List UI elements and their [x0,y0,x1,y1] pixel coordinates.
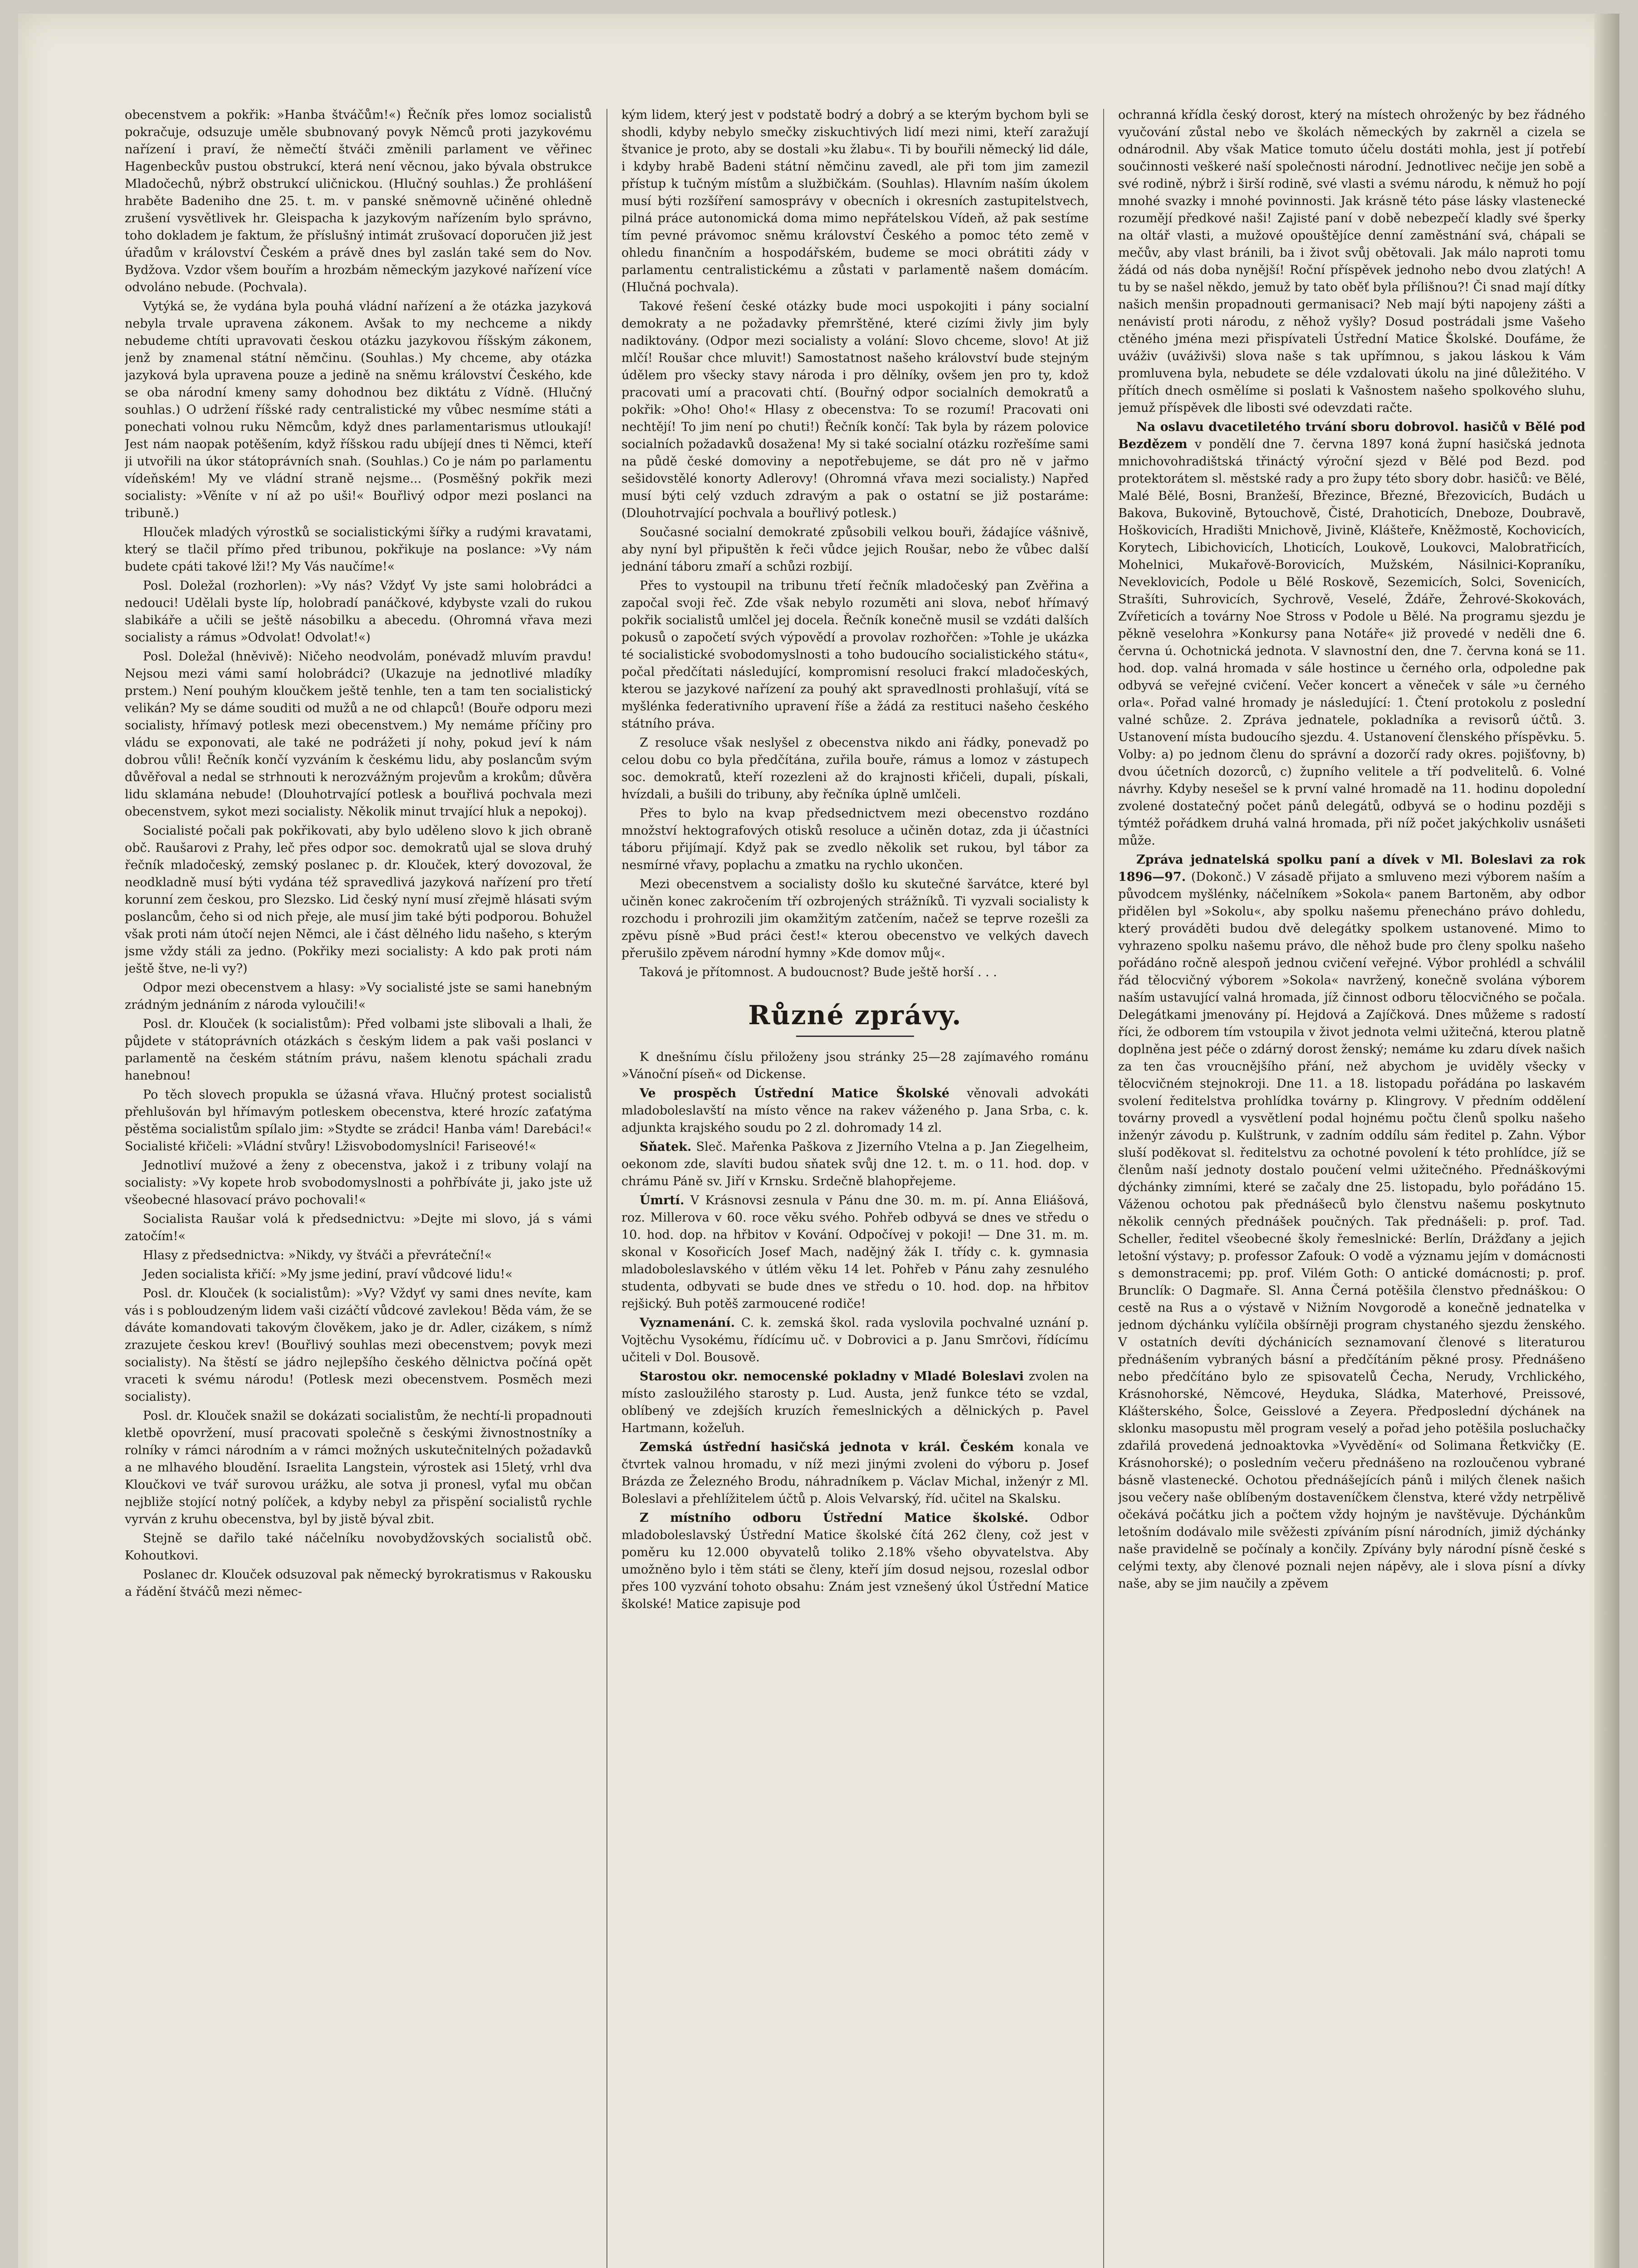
paragraph: Mezi obecenstvem a socialisty došlo ku skutečné šarvátce, které byl učiněn konec zakročením tří ozbrojených strážníků. Ti vyzvali socialisty k rozchodu i prohrozili jim okamžitým zatčením, načež se teprve rozešli za zpěvu písně »Bud práci čest!« kterou obecenstvo ve velkých davech přerušilo zpěvem národní hymny »Kde domov můj«. [621,877,1089,960]
section-heading: Různé zprávy. [748,1000,962,1031]
paragraph: Posl. Doležal (rozhorlen): »Vy nás? Vždyť Vy jste sami holobrádci a nedouci! Udělali byste líp, holobradí panáčkové, kdybyste vzali do rukou slabikáře a učili se ještě násobilku a abecedu. (Ohromná vřava mezi socialisty a rámus »Odvolat! Odvolat!«) [125,579,592,645]
news-lead: Zpráva jednatelská spolku paní a dívek v Ml. Boleslavi za rok 1896—97. [1118,853,1585,884]
column-left [125,107,592,2268]
paragraph: Současné socialní demokraté způsobili velkou bouři, žádajíce vášnivě, aby nyní byl připuštěn k řeči vůdce jejich Roušar, nebo že vůbec další jednání táboru zmaří a schůzi rozbijí. [621,525,1089,574]
paragraph: Z resoluce však neslyšel z obecenstva nikdo ani řádky, ponevadž po celou dobu co byla předčítána, zuřila bouře, rámus a lomoz v zástupech soc. demokratů, kteří rozezleni až do krajnosti křičeli, dupali, pískali, hvízdali, a bušili do tribuny, aby řečníka úplně umlčeli. [621,736,1089,802]
news-body: Sleč. Mařenka Paškova z Jizerního Vtelna a p. Jan Ziegelheim, oekonom zde, slavíti budou sňatek svůj dne 12. t. m. o 11. hod. dop. v chrámu Páně sv. Jiří v Krnsku. Srdečně blahopřejeme. [621,1140,1089,1188]
news-item [621,1192,1089,1313]
paragraph: Stejně se dařilo také náčelníku novobydžovských socialistů obč. Kohoutkovi. [125,1531,592,1563]
news-lead: Úmrtí. [640,1193,685,1207]
paragraph: Posl. dr. Klouček snažil se dokázati socialistům, že nechtí-li propadnouti kletbě opovržení, musí pracovati společně s českými živnostnostníky a rolníky v rámci národním a v rámci možných uskutečnitelných požadavků a ne mlhavého bloudění. Israelita Langstein, výrostek asi 15letý, vrhl dva Kloučkovi ve tvář surovou urážku, ale sotva ji pronesl, vyťal mu občan nejbliže stojící notný políček, a kdyby nebyl za přispění socialistů rychle vyrván z kruhu obecenstva, byl by jistě býval zbit. [125,1409,592,1526]
news-body: Odbor mladoboleslavský Ústřední Matice školské čítá 262 členy, což jest v poměru ku 12.000 obyvatelů toliko 2.18% všeho obyvatelstva. Aby umožněno bylo i těm státi se členy, kteří jím dosud nejsou, rozeslal odbor přes 100 vyzvání tohoto obsahu: Znám jest vznešený úkol Ústřední Matice školské! Matice zapisuje pod [621,1511,1089,1611]
news-item [1118,419,1585,850]
news-item [621,1315,1089,1366]
news-lead: Starostou okr. nemocenské pokladny v Mladé Boleslavi [640,1369,1024,1383]
news-lead: Zemská ústřední hasičská jednota v král. Českém [640,1440,1014,1454]
paragraph: Poslanec dr. Klouček odsuzoval pak německý byrokratismus v Rakousku a řádění štváčů mezi němec- [125,1568,592,1599]
news-item [621,1510,1089,1613]
column-divider [606,109,607,2268]
news-lead: Ve prospěch Ústřední Matice Školské [640,1086,950,1100]
news-body: věnovali advokáti mladoboleslavští na místo věnce na rakev váženého p. Jana Srba, c. k. adjunkta krajského soudu po 2 zl. dohromady 14 zl. [621,1086,1089,1135]
paragraph: Jeden socialista křičí: »My jsme jediní, praví vůdcové lidu!« [143,1267,513,1281]
news-lead: Na oslavu dvacetiletého trvání sboru dobrovol. hasičů v Bělé pod Bezdězem [1118,420,1585,451]
paragraph: Hlouček mladých výrostků se socialistickými šířky a rudými kravatami, který se tlačil přímo před tribunou, pokřikuje na poslance: »Vy nám budete cpáti takové lži!? My Vás naučíme!« [125,525,592,574]
paragraph: Vytýká se, že vydána byla pouhá vládní nařízení a že otázka jazyková nebyla trvale upravena zákonem. Avšak to my nechceme a nikdy nebudeme chtíti upravovati českou otázku jazykovou říšským zákonem, jenž by znamenal státní němčinu. (Souhlas.) My chceme, aby otázka jazyková byla upravena pouze a jedině na sněmu království Českého, kde se oba národní kmeny samy dohodnou bez diktátu z Vídně. (Hlučný souhlas.) O udržení říšské rady centralistické my vůbec nesmíme státi a ponechati volnou ruku Němcům, když dnes parlamentarismus utloukají! Jest nám naopak potěšením, když říšskou radu ubíjejí dnes ti Němci, kteří ji utvořili na úkor státoprávních snah. (Souhlas.) Co je nám po parlamentu vídeňském! My ve vládní straně nejsme... (Posměšný pokřik mezi socialisty: »Věníte v ní až po uši!« Bouřlivý odpor mezi poslanci na tribuně.) [125,299,592,520]
news-body: v pondělí dne 7. června 1897 koná župní hasičská jednota mnichovohradištská třináctý výroční sjezd v Bělé pod Bezd. pod protektorátem sl. městské rady a pro župy této sbory dobr. hasičů: ve Bělé, Malé Bělé, Bosni, Branžeší, Březince, Březné, Březovicích, Budách u Bakova, Bukovině, Bytouchově, Čisté, Drahoticích, Dneboze, Doubravě, Hoškovicích, Hradišti Mnichově, Jivině, Klášteře, Kněžmostě, Kochovicích, Korytech, Libichovicích, Lhoticích, Loukově, Loukovci, Malobratřicích, Mohelnici, Mukařově-Borovicích, Mužském, Násilnici-Kopraníku, Neveklovicích, Podole u Bělé Roskově, Sezemicích, Solci, Sovenicích, Strašíti, Suhrovicích, Sychrově, Veselé, Ždáře, Žehrové-Skokovách, Zvířeticích a továrny Noe Stross v Podole u Bělé. Na programu sjezdu je pěkně veselohra »Konkursy pana Notáře« již provedé v neděli dne 6. června ú. Ochotnická jednota. V slavnostní den, dne 7. června koná se 11. hod. dop. valná hromada v sále hostince u černého orla, odpoledne pak odbyvá se veřejné cvičení. Večer koncert a věneček v sále »u černého orla«. Pořad valné hromady je následující: 1. Čtení protokolu z poslední valné schůze. 2. Zpráva jednatele, pokladníka a revisorů účtů. 3. Ustanovení místa budoucího sjezdu. 4. Ustanovení členského příspěvku. 5. Volby: a) po jednom členu do správní a dozorčí rady okres. pojišťovny, b) dvou účetních dozorců, c) župního velitele a tří podvelitelů. 6. Volné návrhy. Kdyby nesešel se k první valné hromadě na 11. hodinu dopolední zvolené dostatečný počet pánů delegátů, odbyvá se o hodinu později s týmtéž pořádkem druhá valná hromada, při níž počet jakýchkoliv usnášeti může. [1118,437,1585,848]
news-item: K dnešnímu číslu přiloženy jsou stránky 25—28 zajímavého románu »Vánoční píseň« od Dickense. [621,1050,1089,1081]
heading-rule [796,1036,914,1037]
news-lead: Sňatek. [640,1140,692,1154]
news-lead: Vyznamenání. [640,1316,735,1330]
news-body: zvolen na místo zasloužilého starosty p. Lud. Austa, jenž funkce této se vzdal, oblíbený ve zdejších kruzích řemeslnických a dělnických p. Pavel Hartmann, kožeľuh. [621,1369,1089,1435]
paragraph: Posl. Doležal (hněvivě): Ničeho neodvolám, ponévadž mluvím pravdu! Nejsou mezi vámi samí holobrádci? (Ukazuje na jednotlivé mladíky prstem.) Není pouhým kloučkem ještě tenhle, ten a tam ten socialistický velikán? My se dáme souditi od mužů a ne od chlapců! (Bouře odporu mezi socialisty, hřímavý potlesk mezi obecenstvem.) My nemáme příčiny pro vládu se exponovati, ale také ne podrážeti jí nohy, pokud jeví k nám dobrou vůli! Řečník končí vyzváním k českému lidu, aby poslancům svým důvěřoval a nedal se strhnouti k nerozvážným projevům a krokům; důvěra lidu sklamána nebude! (Dlouhotrvající potlesk a bouřlivá pochvala mezi obecenstvem, sykot mezi socialisty. Několik minut trvající hluk a nepokoj). [125,650,592,819]
column-divider [1103,109,1104,2268]
news-lead: Z místního odboru Ústřední Matice školské. [640,1511,1029,1525]
paragraph: Socialisté počali pak pokřikovati, aby bylo uděleno slovo k jich obraně obč. Raušarovi z Prahy, leč přes odpor soc. demokratů ujal se slova druhý řečník mladočeský, zemský poslanec p. dr. Klouček, který dovozoval, že neodkladně musí býti vydána též spravedlivá jazyková nařízení pro třetí korunní zem českou, pro Slezsko. Lid český nyní musí zřejmě hlásati svým poslancům, čeho si od nich přeje, ale musí jim také býti podporou. Bohužel však proti nám útočí nejen Němci, ale i část dělného lidu našeho, s kterým jsme vždy stáli za jedno. (Pokřiky mezi socialisty: A kdo pak proti nám ještě štve, ne-li vy?) [125,824,592,976]
paragraph: obecenstvem a pokřik: »Hanba štváčům!«) Řečník přes lomoz socialistů pokračuje, odsuzuje uměle sbubnovaný povyk Němců proti jazykovému nařízení i praví, že němečtí štváči změnili parlament ve věřinec Hagenbeckův pustou obstrukcí, která není věcnou, jako bývala obstrukce Mladočechů, nýbrž obstrukcí uličnickou. (Hlučný souhlas.) Že prohlášení hraběte Badeniho dne 25. t. m. v panské sněmovně učiněné ohledně zrušení vysvětlivek hr. Gleispacha k jazykovým nařízením bylo správno, toho dokladem je faktum, že příslušný intimát zrušovací doporučen již jest úřadům v království Českém a právě dnes byl zaslán také sem do Nov. Bydžova. Vzdor všem bouřím a hrozbám německým jazykové nařízení více odvoláno nebude. (Pochvala). [125,108,592,294]
news-item [621,1439,1089,1508]
page-edge [1594,14,1619,2268]
paragraph: Taková je přítomnost. A budoucnost? Bude ještě horší . . . [640,965,997,979]
column-right [1118,107,1585,2268]
news-item [621,1085,1089,1137]
paragraph: Socialista Raušar volá k předsednictvu: »Dejte mi slovo, já s vámi zatočím!« [125,1212,592,1243]
paragraph: Hlasy z předsednictva: »Nikdy, vy štváči a převráteční!« [143,1248,492,1262]
column-middle [621,107,1089,2268]
newspaper-page [18,14,1619,2268]
paragraph: ochranná křídla český dorost, který na místech ohroženýc by bez řádného vyučování zůstal nebo ve školách německých by zakrněl a cizela se odnárodnil. Aby však Matice tomuto účelu dostáti mohla, jest jí potřebí součinnosti veškeré naší společnosti národní. Jednotlivec nečije jen sobě a své rodině, nýbrž i širší rodině, své vlasti a svému národu, k němuž ho pojí mnohé svazky i mnohé povinnosti. Jak krásně této páse lásky vlastenecké rozumějí předkové naši! Zajisté paní v době nebezpečí kladly své šperky na oltář vlasti, a mužové opouštějíce denní zaměstnání svá, chápali se mečův, aby vlast bránili, ba i život svůj obětovali. Jak málo naproti tomu žádá od nás doba nynější! Roční příspěvek jednoho nebo dvou zlatých! A tu by se našel někdo, jemuž by tato oběť byla přílišnou?! Či snad mají dítky našich menšin propadnouti germanisaci? Neb mají býti napojeny zášti a nenávistí proti národu, z něhož vyšly? Dosud postrádali jsme Vašeho ctěného jména mezi přispívateli Ústřední Matice Školské. Doufáme, že uváživ (uváživši) slova naše s tak upřímnou, s jakou láskou k Vám promluvena byla, nebudete se déle vzdalovati úkolu na jiné důležitého. V přítích dnech osmělíme si poslati k Vašnostem našeho spolkového sluhu, jemuž příspěvek dle libosti své odevzdati račte. [1118,108,1585,415]
paragraph: Takové řešení české otázky bude moci uspokojiti i pány socialní demokraty a ne požadavky přemrštěné, které cizími živly jim byly nadiktovány. (Odpor mezi socialisty a volání: Slovo chceme, slovo! At již mlčí! Roušar chce mluvit!) Samostatnost našeho království bude stejným údělem pro všecky stavy národa i pro dělníky, ovšem jen pro ty, kdož pracovati umí a pracovati chtí. (Bouřný odpor socialních demokratů a pokřik: »Oho! Oho!« Hlasy z obecenstva: To se rozumí! Pracovati oni nechtějí! To jim není po chuti!) Řečník končí: Tak byla by rázem polovice socialních požadavků dosažena! My si také socialní otázku rozřešíme sami na půdě české domoviny a nepotřebujeme, se dát pro ně v jařmo sešidovstělé konorty Adlerovy! (Ohromná vřava mezi socialisty.) Napřed musí býti celý vzduch zdravým a pak o ostatní se již postaráme: (Dlouhotrvající pochvala a bouřlivý potlesk.) [621,299,1089,520]
paragraph: Odpor mezi obecenstvem a hlasy: »Vy socialisté jste se sami hanebným zrádným jednáním z národa vyloučili!« [125,981,592,1012]
news-item [1118,851,1585,1593]
news-body: C. k. zemská škol. rada vyslovila pochvalné uznání p. Vojtěchu Vysokému, řídícímu uč. v Dobrovici a p. Janu Smrčovi, řídícímu učiteli v Dol. Bousově. [621,1316,1089,1364]
paragraph: Jednotliví mužové a ženy z obecenstva, jakož i z tribuny volají na socialisty: »Vy kopete hrob svobodomyslnosti a pohřbíváte ji, jako jste už všeobecné hlasovací právo pochovali!« [125,1158,592,1207]
paragraph: Posl. dr. Klouček (k socialistům): Před volbami jste slibovali a lhali, že půjdete v státoprávních otázkách s českým lidem a pak vaši poslanci v parlamentě na českém státním právu, našem klenotu spáchali zradu hanebnou! [125,1017,592,1083]
news-body: konala ve čtvrtek valnou hromadu, v níž mezi jinými zvoleni do výboru p. Josef Brázda ze Železného Brodu, náhradníkem p. Václav Michal, inženýr z Ml. Boleslavi a přehlížitelem účtů p. Alois Velvarský, říd. učitel na Skalsku. [621,1440,1089,1506]
paragraph: Přes to vystoupil na tribunu třetí řečník mladočeský pan Zvěřina a započal svoji řeč. Zde však nebylo rozuměti ani slova, neboť hřímavý pokřik socialistů umlčel jej docela. Řečník konečně musil se vzdáti dalších pokusů o započetí svých výpovědí a provolav rozhořčen: »Tohle je ukázka té socialistické svobodomyslnosti a toho budoucího socialistického státu«, počal předčítati následující, kompromisní resoluci frakcí mladočeských, kterou se jazykové nařízení za pouhý akt spravedlnosti prohlašují, vítá se myšlénka federativního upravení říše a žádá za restituci našeho českého státního práva. [621,579,1089,731]
paragraph: Přes to bylo na kvap předsednictvem mezi obecenstvo rozdáno množství hektografových otisků resoluce a učiněn dotaz, zda ji účastníci táboru přijímají. Když pak se zvedlo několik set rukou, byl tábor za nesmírné vřavy, poplachu a zmatku na rychlo ukončen. [621,807,1089,872]
news-body: V Krásnovsi zesnula v Pánu dne 30. m. m. pí. Anna Eliášová, roz. Millerova v 60. roce věku svého. Pohřeb odbyvá se dnes ve středu o 10. hod. dop. na hřbitov v Kování. Odpočívej v pokoji! — Dne 31. m. m. skonal v Kosořicích Josef Mach, nadějný žák I. třídy c. k. gymnasia mladoboleslavského v útlém věku 14 let. Pohřeb v Pánu zahy zesnulého studenta, odbyvati se bude dnes ve středu o 10. hod. dop. na hřbitov rejšický. Buh potěš zarmoucené rodiče! [621,1193,1089,1311]
news-body: (Dokonč.) V zásadě přijato a smluveno mezi výborem naším a původcem myšlénky, náčelníkem »Sokola« panem Bartoněm, aby odbor přidělen byl »Sokolu«, aby spolku našemu přenecháno právo dohledu, který prováděti budou dvě delegátky spolkem ustanovené. Mimo to vyhrazeno spolku našemu právo, dle něhož bude pro členy spolku našeho pořádáno ročně alespoň jednou cvičení veřejné. Výbor prohlédl a schválil řád tělocvičný výborem »Sokola« navržený, konečně svolána výborem naším ustavující valná hromada, jíž činnost odboru tělocvičného se počala. Delegátkami jmenovány pí. Hejdová a Zajíčková. Dnes můžeme s radostí říci, že odborem tím vstoupila v život jednota velmi užitečná, kterou platně doplněna jest péče o zdárný dorost ženský; nemáme ku zdaru dívek našich za ten čas vroucnějšího přání, než abychom je uviděly všecky v tělocvičném stejnokroji. Dne 11. a 18. listopadu pořádána po laskavém svolení ředitelstva prohlídka továrny p. Klingrovy. V předním oddělení továrny provedl a vysvětlení podal hojnému počtu členů spolku našeho inženýr závodu p. Kulštrunk, v zadním oddílu sám ředitel p. Zahn. Výbor sluší poděkovat sl. ředitelstvu za ochotné povolení k této prohlídce, jíž se členům naší jednoty dostalo poučení velmi užitečného. Přednáškovými dýchánky zimními, které se začaly dne 25. listopadu, bylo pořádáno 15. Váženou ochotou pak přednášeců bylo členstvu našemu poskytnuto několik cenných přednášek poučných. Tak přednášeli: p. prof. Tad. Scheller, ředitel všeobecné školy řemeslnické: Berlín, Drážďany a jejich letošní výstavy; p. professor Zafouk: O vodě a významu jejím v domácnosti s demonstracemi; pp. prof. Vilém Goth: O antické domácnosti; p. prof. Brunclík: O Dagmaře. Sl. Anna Černá potěšila členstvo přednáškou: O cestě na Rus a o výstavě v Nižním Novgorodě a konečně jednatelka v jednom dýchánku vylíčila obšírněji program chystaného sjezdu ženského. V ostatních devíti dýchánicích seznamovaní členové s literaturou přednášením vybraných básní a předčítáním pěkné prosy. Přednášeno nebo předčítáno bylo ze spisovatelů Čecha, Nerudy, Vrchlického, Krásnohorské, Němcové, Heyduka, Sládka, Materhové, Preissové, Klášterského, Šolce, Geisslové a Zeyera. Předposlední dýchánek na sklonku masopustu měl program veselý a pořad jeho potěšila posluchačky zdařilá provedená jednoaktovka »Vyvědění« od Solimana Řetkvičky (E. Krásnohorské); o posledním večeru přednášeno na rozloučenou vybrané básně vlastenecké. Ochotou přednášejících pánů i milých členek našich jsou večery naše oblíbeným dostaveníčkem členstva, které vždy netrpělivě očekává počátku jich a počtem vždy hojným je navštěvuje. Dýchánkům letošním dodávalo mile svěžesti zpíváním písní národních, jimiž dýchánky naše pravidelně se počínaly a končily. Zpívány byly národní písně české s celými texty, aby členové poznali nejen nápěvy, ale i slova písní a dívky naše, aby se jim naučily a zpěvem [1118,870,1585,1591]
news-item [621,1139,1089,1190]
paragraph: kým lidem, který jest v podstatě bodrý a dobrý a se kterým bychom byli se shodli, kdyby nebylo smečky ziskuchtivých lidí mezi nimi, kteří zaražují štvanice je proto, aby se dostali »ku žlabu«. Ti by bouřili německý lid dále, i kdyby hrabě Badeni státní němčinu zavedl, ale při tom jim zamezil přístup k tučným místům a službičkám. (Souhlas). Hlavním naším úkolem musí býti rozšíření samosprávy v obecních i okresních zastupitelstvech, pilná práce autonomická doma mimo nepřátelskou Vídeň, až pak sestíme tím pevné právomoc sněmu království Českého a pomoc této země v ohledu finančním a hospodářském, budeme se moci obrátiti zády v parlamentu centralistickému a zůstati v parlamentě našem domácím. (Hlučná pochvala). [621,108,1089,294]
paragraph: Posl. dr. Klouček (k socialistům): »Vy? Vždyť vy sami dnes nevíte, kam vás i s pobloudzeným lidem vaši cizáčtí vůdcové zavlekou! Běda vám, že se dáváte komandovati takovým člověkem, jako je dr. Adler, cizákem, s nímž zrazujete českou krev! (Bouřlivý souhlas mezi obecenstvem; povyk mezi socialisty). Na štěstí se jádro nejlepšího českého dělnictva počíná opět vraceti k svému národu! (Potlesk mezi obecenstvem. Posměch mezi socialisty). [125,1286,592,1404]
news-item [621,1368,1089,1437]
paragraph: Po těch slovech propukla se úžasná vřava. Hlučný protest socialistů přehlušován byl hřímavým potleskem obecenstva, které hrozíc zaťatýma pěstěma socialistům spílalo jim: »Stydte se zrádci! Hanba vám! Darebáci!« Socialisté křičeli: »Vládní stvůry! Lžisvobodomyslníci! Fariseové!« [125,1088,592,1154]
